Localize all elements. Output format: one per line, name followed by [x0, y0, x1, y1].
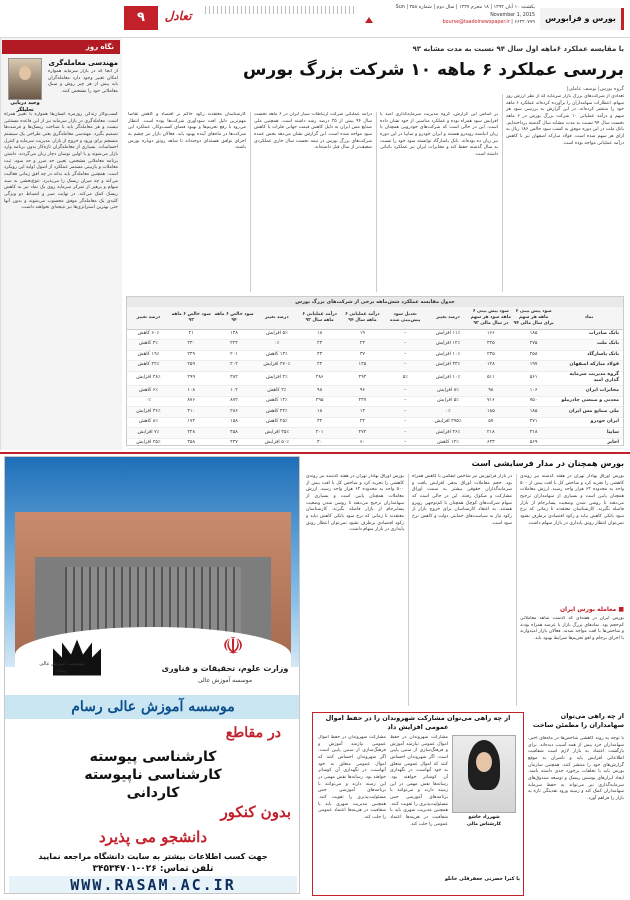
company-name: بانک ملت	[555, 340, 623, 351]
performance-table	[126, 296, 624, 446]
lead-col-2: بر اساس این گزارش، گروه مدیریت سرمایه‌گذاری امید با افزایش سود همراه بوده و عملکرد مناسبی از خود نشان داده است. این در حالی است که شرکت‌های خودرویی همچنان با زیان انباشته روبه‌رو هستند و ایران خودرو و سایپا در این دوره نیز زیان ده بوده‌اند. بانک پاسارگاد توانسته سود خود را نسبت به سال گذشته حفظ کند و مخابرات ایران نیز عملکرد باثباتی داشته است.	[380, 112, 498, 157]
column-rule	[502, 94, 503, 292]
table-cell: ۲۰۱	[213, 350, 256, 361]
company-name: بانک صادرات	[555, 329, 623, 340]
table-cell: ۲۷۱	[512, 417, 555, 428]
in-levels: در مقاطع	[225, 725, 281, 741]
table-cell: -	[384, 386, 427, 397]
table-cell: ۳۲	[298, 417, 341, 428]
table-cell: ۱۹۷	[512, 361, 555, 372]
table-cell: ۲۰۲	[213, 361, 256, 372]
table-cell: ۵۰٪ افزایش	[255, 438, 298, 449]
ad-phone: تلفن تماس: ۰۲۶-۳۴۵۳۴۷۰۱	[92, 864, 214, 874]
table-cell: ۵٪	[384, 371, 427, 386]
table-cell: ۲۳۵	[469, 350, 512, 361]
table-cell: ۲۴	[341, 417, 384, 428]
table-cell: ۵٪ افزایش	[255, 329, 298, 340]
table-cell: ۸٪ کاهش	[127, 417, 170, 428]
date-line: یکشنبه ۱۰ آبان ۱۳۹۴ | ۱۸ محرم ۱۴۳۷ | سال دوم | شماره ۴۵۸ | Sun November 1, 2015	[395, 5, 535, 18]
table-cell: ۵۷	[469, 417, 512, 428]
ruler-decoration	[205, 6, 355, 14]
table-cell: -	[384, 438, 427, 449]
table-cell: ۴۵۸	[213, 428, 256, 439]
table-cell: -	[384, 417, 427, 428]
table-cell: -	[384, 340, 427, 351]
author-role: تحلیلگر	[16, 107, 34, 113]
story2-col-1b: بورس ایران در هفته‌ای که گذشت شاهد معاملاتی کم‌حجم بود. نمادهای بزرگ بازار با عرضه همراه بودند و شاخص‌ها با افت مواجه شدند. فعالان بازار امیدوارند با اجرای برجام و لغو تحریم‌ها شرایط بهبود یابد.	[520, 616, 624, 641]
table-cell: ۶٪ کاهش	[127, 386, 170, 397]
table-header-cell: درصد تغییر	[255, 307, 298, 329]
table-cell: ۸٪ افزایش	[427, 386, 470, 397]
no-exam: بدون کنکور	[220, 803, 291, 821]
lead-col-4: کارشناسان معتقدند رکود حاکم بر اقتصاد و کاهش تقاضا مهم‌ترین دلیل افت سودآوری شرکت‌ها بوده است. انتظار می‌رود با رفع تحریم‌ها و بهبود فضای کسب‌وکار، عملکرد این شرکت‌ها در ماه‌های آینده بهبود یابد. فعالان بازار نیز چشم به اجرای توافق هسته‌ای دوخته‌اند تا شاهد رونق دوباره بورس باشند.	[128, 112, 246, 151]
table-cell: ۴۳	[298, 350, 341, 361]
table-cell: ۲۱۸	[469, 428, 512, 439]
column-rule	[516, 474, 517, 706]
table-cell: ۱۱٪ افزایش	[427, 329, 470, 340]
table-cell: -	[384, 329, 427, 340]
contributor-name: شهرزاد خاشع	[468, 815, 500, 820]
table-cell: ۱۴٪ کاهش	[255, 350, 298, 361]
table-cell: ۱۴۸	[213, 329, 256, 340]
table-row	[127, 371, 623, 386]
table-row	[127, 386, 623, 397]
table-cell: -	[384, 361, 427, 372]
table-cell: ۳۸۲	[213, 371, 256, 386]
author-face-icon	[19, 66, 31, 80]
table-row	[127, 438, 623, 449]
table-cell: -	[384, 396, 427, 407]
company-name: سایپا	[555, 428, 623, 439]
iran-emblem-icon: ☫	[222, 632, 244, 660]
table-cell: ۴۲۸	[170, 428, 213, 439]
section-title: بورس و فرابورس	[540, 8, 624, 30]
story2-subhead: ■ معامله بورس ایران	[559, 606, 624, 613]
table-cell: ۲۲٪ کاهش	[127, 361, 170, 372]
table-cell: ۶۰	[341, 438, 384, 449]
table-cell: ۲۳	[341, 340, 384, 351]
table-cell: ۱۸	[298, 407, 341, 418]
ad-website-link[interactable]: WWW.RASAM.AC.IR	[9, 876, 297, 894]
table-cell: -	[384, 407, 427, 418]
table-cell: ۱۸۵	[469, 407, 512, 418]
table-header-cell: نماد	[555, 307, 623, 329]
table-cell: ۲۱	[170, 329, 213, 340]
author-name: وحید دریایی	[10, 100, 40, 106]
table-cell: ۷۵۰	[512, 396, 555, 407]
table-cell: ۲۵٪ کاهش	[255, 417, 298, 428]
degree-2: کارشناسی ناپیوسته	[84, 767, 222, 783]
table-cell: ۱۰۲	[213, 386, 256, 397]
table-cell: ۳٪ کاهش	[127, 340, 170, 351]
column-rule	[376, 112, 377, 292]
table-cell: ۲۴۹	[170, 350, 213, 361]
data-table	[127, 307, 623, 449]
table-cell: ۴۹۵	[298, 396, 341, 407]
table-header-cell: درصد تغییر	[127, 307, 170, 329]
table-cell: ۱۲٪ افزایش	[427, 340, 470, 351]
table-cell: ۱۹	[341, 329, 384, 340]
table-cell: ۲۸۶	[213, 407, 256, 418]
table-header-cell: درآمد عملیاتی ۶ ماهه سال ۹۴	[341, 307, 384, 329]
degree-3: کاردانی	[126, 785, 180, 801]
table-cell: ۳۵۸	[170, 438, 213, 449]
table-cell: ۲۹۲	[341, 371, 384, 386]
lead-kicker: با مقایسه عملکرد ۶ماهه اول سال ۹۴ نسبت به مدت مشابه ۹۳	[412, 45, 624, 53]
table-cell: ۹۸	[469, 386, 512, 397]
admits-students: دانشجو می پذیرد	[99, 828, 207, 846]
table-row	[127, 329, 623, 340]
table-row	[127, 340, 623, 351]
story3-body: با توجه به روند کاهشی شاخص‌ها در ماه‌های اخیر، سهامداران خرد بیش از همه آسیب دیده‌اند. برای بازگشت اعتماد به بازار لازم است شفافیت اطلاعاتی افزایش یابد و ناشران به موقع گزارش‌های خود را منتشر کنند. همچنین سازمان بورس باید با تخلفات برخورد جدی داشته باشد. ایجاد ابزارهای پوشش ریسک و توسعه صندوق‌های سرمایه‌گذاری نیز می‌تواند به حفظ سرمایه سهامداران کمک کند و زمینه ورود نقدینگی تازه به بازار را فراهم آورد.	[528, 736, 624, 801]
table-cell: ۱۶۶	[469, 329, 512, 340]
story3-headline: از چه راهی می‌توان سهامداران را مطمئن ساخت	[532, 712, 624, 730]
sidebar-title: مهندسی معامله‌گری	[48, 59, 118, 67]
advertisement[interactable]	[4, 456, 300, 894]
table-cell: ۰٪	[255, 340, 298, 351]
table-header-cell: سود خالص ۶ ماهه ۹۴	[213, 307, 256, 329]
column-rule	[250, 112, 251, 292]
table-cell: ۱۰٪ افزایش	[427, 350, 470, 361]
table-cell: ۵۶۹	[512, 438, 555, 449]
table-cell: ۱۸۵	[512, 329, 555, 340]
table-cell: ۲۰۱	[298, 428, 341, 439]
table-cell: ۷۱۶	[469, 396, 512, 407]
table-cell: ۴۳۷	[341, 396, 384, 407]
table-cell: ۲۲۴	[213, 340, 256, 351]
table-cell: ۵۱۱	[469, 371, 512, 386]
company-name: ایران خودرو	[555, 417, 623, 428]
table-cell: ۱۰٪ افزایش	[427, 371, 470, 386]
sidebar-body: کسب‌وکار زندگی روزمره انسان‌ها همواره با تغییر همراه است. معامله‌گری در بازار سرمایه نیز از این قاعده مستثنی نیست و هر معامله‌گر باید با شناخت ریسک‌ها و فرصت‌ها تصمیم بگیرد. مهندسی معامله‌گری یعنی طراحی یک سیستم منسجم برای ورود و خروج از بازار، مدیریت سرمایه و کنترل احساسات. بسیاری از معامله‌گران تازه‌کار بدون برنامه وارد بازار می‌شوند و با اولین نوسان دچار زیان می‌گردند. داشتن برنامه معاملاتی مشخص، تعیین حد ضرر و حد سود، ثبت معاملات و بازبینی مستمر عملکرد از اصول اولیه این رویکرد است. همچنین معامله‌گر باید بداند در چه افق زمانی فعالیت می‌کند و چه میزان ریسک را می‌پذیرد. تنوع‌بخشی به سبد سهام و پرهیز از تمرکز سرمایه روی یک نماد نیز به کاهش ریسک کمک می‌کند. در نهایت صبر و انضباط دو ویژگی کلیدی یک معامله‌گر موفق محسوب می‌شوند و بدون آنها حتی بهترین استراتژی‌ها نیز نتیجه‌ای نخواهند داشت.	[4, 112, 118, 211]
table-cell: ۱۸۵	[512, 407, 555, 418]
contributor-role: کارشناس مالی	[466, 821, 502, 827]
table-cell: ۵۶۱	[512, 371, 555, 386]
table-cell: ۲۵۹	[170, 361, 213, 372]
table-cell: ۹۸	[298, 386, 341, 397]
table-header-cell: تعدیل سود پیش‌بینی شده	[384, 307, 427, 329]
table-cell: ۲۲٪ کاهش	[255, 407, 298, 418]
institute-name: موسسه آموزش عالی رسام	[5, 695, 300, 719]
table-cell: ۱۳۵	[341, 361, 384, 372]
table-header-row	[127, 307, 623, 329]
table-header-cell: سود پیش بینی ۶ ماهه هر سهم برای سال مالی ۹۴	[512, 307, 555, 329]
table-cell: ۲۵۸	[512, 350, 555, 361]
table-cell: ۷٪ افزایش	[127, 428, 170, 439]
ministry-name: وزارت علوم، تحقیقات و فناوری	[161, 664, 289, 673]
table-cell: ۱۴۸	[469, 361, 512, 372]
table-cell: ۲۳۰	[170, 340, 213, 351]
table-row	[127, 396, 623, 407]
table-cell: ۴۷۰٪ افزایش	[255, 361, 298, 372]
table-cell: ۱۷۲	[170, 417, 213, 428]
table-cell: -	[384, 350, 427, 361]
table-cell: ۱۸	[298, 329, 341, 340]
story2-col-2: در بازار فرابورس نیز شاخص آیفکس با کاهش همراه بود. حجم معاملات اوراق بدهی افزایش یافت و سرمایه‌گذاران حقوقی بیشتر به سمت اوراق مشارکت و صکوک رفتند. این در حالی است که سهام شرکت‌های کوچک همچنان با کم‌توجهی روبرو هستند. به اعتقاد کارشناسان برای خروج بازار از رکود نیاز به سیاست‌های حمایتی دولت و کاهش نرخ سود است.	[412, 474, 512, 526]
table-cell: ۰٪	[427, 407, 470, 418]
table-cell: ۱۵۸	[213, 417, 256, 428]
table-cell: ۶۴۳	[469, 438, 512, 449]
company-name: اخابر	[555, 438, 623, 449]
more-info: جهت کسب اطلاعات بیشتر به سایت دانشگاه مراجعه نمایید	[38, 852, 268, 861]
box-signature: یا کبرا حضرتی جعفرقلی خانلو	[444, 876, 520, 882]
institute-logo-icon	[47, 629, 107, 689]
story2-headline: بورس همچنان در مدار فرسایشی است	[471, 459, 624, 468]
company-name: مخابرات ایران	[555, 386, 623, 397]
story2-col-1: بورس اوراق بهادار تهران در هفته گذشته نیز روندی کاهشی را تجربه کرد و شاخص کل با افت بیش از ۵۰۰ واحد به محدوده ۶۲ هزار واحد رسید. ارزش معاملات همچنان پایین است و بسیاری از سهامداران ترجیح می‌دهند تا روشن شدن وضعیت پسابرجام از بازار فاصله بگیرند. کارشناسان معتقدند تا زمانی که نرخ سود بانکی کاهش نیابد و رکود اقتصادی برطرف نشود نمی‌توان انتظار رونق پایداری در بازار سهام داشت.	[520, 474, 624, 526]
sidebar-label: نگاه روز	[2, 40, 120, 54]
phone-number: ۶۶۴۲۰۷۷۹	[514, 20, 535, 26]
table-cell: ۳۱۸	[512, 428, 555, 439]
column-rule	[408, 474, 409, 706]
table-cell: ۳۷	[341, 350, 384, 361]
table-cell: ۲۴	[298, 361, 341, 372]
company-name: فولاد مبارکه اصفهان	[555, 361, 623, 372]
table-body	[127, 329, 623, 449]
ministry-sub: موسسه آموزش عالی	[197, 677, 253, 684]
table-cell: ۱۲٪ کاهش	[427, 438, 470, 449]
contributor-caption	[452, 815, 516, 828]
table-cell: ۲۵٪ افزایش	[127, 438, 170, 449]
table-cell: ۲۸۶	[298, 371, 341, 386]
box-headline: از چه راهی می‌توان مشارکت شهروندان را در حفظ اموال عمومی افزایش داد	[325, 714, 511, 732]
table-cell: ۲۳	[298, 340, 341, 351]
table-row	[127, 361, 623, 372]
sidebar-intro: از آنجا که در بازار سرمایه همواره امکان تغییر وجود دارد معامله‌گران باید پیش از هر چیز روش و سبک معاملاتی خود را مشخص کنند.	[48, 69, 118, 94]
table-cell: ۳۳٪ افزایش	[427, 361, 470, 372]
table-cell: ۲۷۲	[341, 428, 384, 439]
box-col-1: مشارکت شهروندان در حفظ اموال عمومی نیازمند آموزش و فرهنگ‌سازی از سنین پایین است. اگر شهروندان احساس کنند که اموال عمومی متعلق به خود آنهاست، در نگهداری آن کوشاتر خواهند بود. رسانه‌ها نقش مهمی در این زمینه دارند و می‌توانند با برنامه‌های آموزشی حس مسئولیت‌پذیری را تقویت کنند. همچنین مدیریت شهری باید با شفافیت در هزینه‌ها اعتماد عمومی را جلب کند.	[390, 735, 448, 827]
lead-col-1: تعدادی از شرکت‌های بزرگ بازار سرمایه که از نظر ارزش روز سهام، انتظارات سهامداران را برآورده کرده‌اند عملکرد ۶ ماهه خود را منتشر کرده‌اند. در این گزارش به بررسی سود هر سهم و درآمد عملیاتی ۱۰ شرکت بزرگ بورس در ۶ ماهه نخست سال ۹۴ نسبت به مدت مشابه سال گذشته پرداخته‌ایم. بانک ملت در این دوره موفق به کسب سود خالص ۱۸۶ ریال به ازای هر سهم شده است. فولاد مبارکه اصفهان نیز با کاهش درآمد عملیاتی مواجه بوده است.	[506, 94, 624, 146]
table-cell: ۲۷۵	[512, 340, 555, 351]
story2-col-3: بورس اوراق بهادار تهران در هفته گذشته نیز روندی کاهشی را تجربه کرد و شاخص کل با افت بیش از ۵۰۰ واحد به محدوده ۶۲ هزار واحد رسید. ارزش معاملات همچنان پایین است و بسیاری از سهامداران ترجیح می‌دهند تا روشن شدن وضعیت پسابرجام از بازار فاصله بگیرند. کارشناسان معتقدند تا زمانی که نرخ سود بانکی کاهش نیابد و رکود اقتصادی برطرف نشود نمی‌توان انتظار رونق پایداری در بازار سهام داشت.	[306, 474, 404, 533]
table-cell: ۴۰	[298, 438, 341, 449]
table-cell: ۴۶٪ افزایش	[427, 428, 470, 439]
table-cell: ۱۴	[341, 407, 384, 418]
table-cell: ۳۶٪ افزایش	[127, 407, 170, 418]
table-row	[127, 350, 623, 361]
table-cell: ۲۱۰	[170, 407, 213, 418]
table-cell: ۳۷۵٪ افزایش	[427, 417, 470, 428]
table-cell: ۸۷۶	[170, 396, 213, 407]
table-cell: ۱۰۶	[512, 386, 555, 397]
table-header-cell: سود خالص ۶ ماهه ۹۳	[170, 307, 213, 329]
company-name: ملی صنایع مس ایران	[555, 407, 623, 418]
table-cell: ۲٪ افزایش	[255, 371, 298, 386]
brand-logo: تعادل	[164, 9, 192, 23]
table-cell: ۸۷۲	[213, 396, 256, 407]
institute-logo-caption: موسسه آموزش عالی رسام	[39, 661, 85, 675]
company-name: بانک پاسارگاد	[555, 350, 623, 361]
table-cell: ۲۹۹	[170, 371, 213, 386]
table-row	[127, 417, 623, 428]
table-cell: ۲۴۵	[469, 340, 512, 351]
box-col-2: مشارکت شهروندان در حفظ اموال عمومی نیازمند آموزش و فرهنگ‌سازی از سنین پایین است. اگر شهروندان احساس کنند که اموال عمومی متعلق به خود آنهاست، در نگهداری آن کوشاتر خواهند بود. رسانه‌ها نقش مهمی در این زمینه دارند و می‌توانند با برنامه‌های آموزشی حس مسئولیت‌پذیری را تقویت کنند. همچنین مدیریت شهری باید با شفافیت در هزینه‌ها اعتماد عمومی را جلب کند.	[318, 735, 386, 820]
header-info: یکشنبه ۱۰ آبان ۱۳۹۴ | ۱۸ محرم ۱۴۳۷ | سال دوم | شماره ۴۵۸ | Sun November 1, 2015 bourse@taadolnewspaper.ir | ۶۶۴۲۰۷۷۹	[370, 4, 535, 27]
table-cell: ۱۲٪ کاهش	[255, 396, 298, 407]
page-number: ۹	[124, 6, 158, 30]
table-cell: ۱۹٪ کاهش	[127, 350, 170, 361]
lead-headline: بررسی عملکرد ۶ ماهه ۱۰ شرکت بزرگ بورس	[242, 60, 624, 80]
table-header-cell: سود پیش بینی ۶ ماهه سود هر سهم در سال مالی ۹۳	[469, 307, 512, 329]
company-name: معدنی و صنعتی چادرملو	[555, 396, 623, 407]
lead-col-3: درآمد عملیاتی شرکت ارتباطات سیار ایران در ۶ ماهه نخست سال ۹۴ بیش از ۲۵ درصد رشد داشته است. همچنین ملی صنایع مس ایران به دلیل کاهش قیمت جهانی فلزات با کاهش سود مواجه شده است. این گزارش نشان می‌دهد بخش عمده شرکت‌های بزرگ بورس در نیمه نخست سال جاری عملکردی ضعیف‌تر از سال قبل داشته‌اند.	[254, 112, 372, 151]
email-link[interactable]: bourse@taadolnewspaper.ir	[442, 20, 510, 26]
table-cell: ۱۰۸	[170, 386, 213, 397]
table-cell: ۲٪ کاهش	[255, 386, 298, 397]
table-cell: ۳۵٪ افزایش	[255, 428, 298, 439]
table-cell: ۵٪ افزایش	[427, 396, 470, 407]
table-header-cell: درصد تغییر	[427, 307, 470, 329]
table-caption: جدول مقایسه عملکرد شش‌ماهه برخی از شرکت‌های بزرگ بورس	[127, 297, 623, 307]
table-cell: ۲۸٪ افزایش	[127, 371, 170, 386]
table-cell: -	[384, 428, 427, 439]
degree-1: کارشناسی پیوسته	[89, 749, 217, 765]
section-divider	[0, 452, 630, 454]
contributor-face-icon	[476, 752, 492, 772]
company-name: گروه مدیریت سرمایه گذاری امید	[555, 371, 623, 386]
table-cell: ۶۰٪ کاهش	[127, 329, 170, 340]
lead-byline: گروه بورس| یوسف عاملی|	[566, 86, 624, 92]
table-cell: ۹۶	[341, 386, 384, 397]
table-header-cell: درآمد عملیاتی ۶ ماهه سال ۹۳	[298, 307, 341, 329]
table-row	[127, 407, 623, 418]
table-row	[127, 428, 623, 439]
table-cell: ۰٪	[127, 396, 170, 407]
table-cell: ۴۴۷	[213, 438, 256, 449]
